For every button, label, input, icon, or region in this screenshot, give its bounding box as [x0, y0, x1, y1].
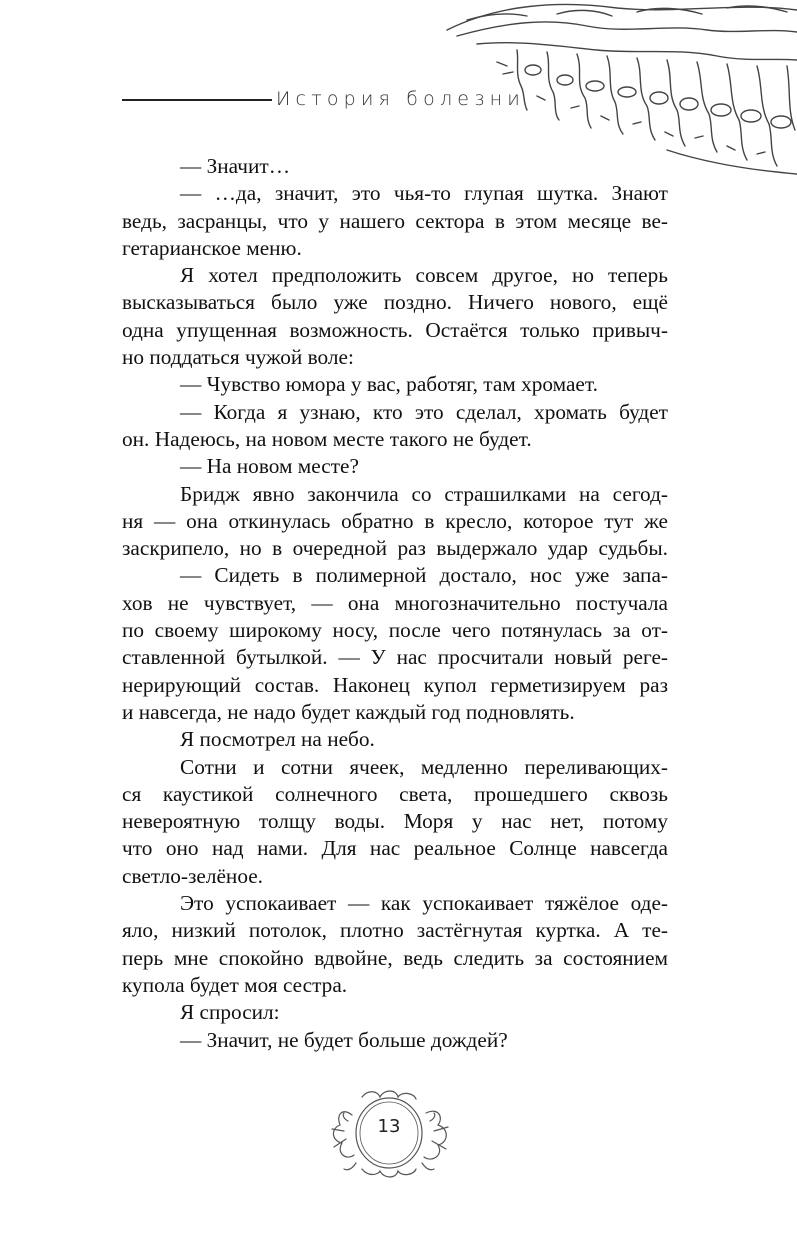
text-line: заскрипело, но в очередной раз выдержало удар судьбы.: [122, 536, 668, 561]
text-line: высказываться было уже поздно. Ничего нового, ещё: [122, 290, 668, 315]
text-line: ведь, засранцы, что у нашего сектора в этом месяце ве-: [122, 208, 668, 233]
text-line: — Значит…: [180, 154, 290, 178]
header-rule: [122, 99, 272, 101]
text-line: гетарианское меню.: [122, 235, 302, 260]
text-line: — На новом месте?: [180, 454, 359, 479]
text-line: — …да, значит, это чья-то глупая шутка. Знают: [180, 181, 668, 206]
text-line: и навсегда, не надо будет каждый год подновлять.: [122, 699, 575, 724]
text-line: что оно над нами. Для нас реальное Солнце навсегда: [122, 836, 668, 861]
text-line: Я посмотрел на небо.: [180, 727, 375, 752]
text-line: одна упущенная возможность. Остаётся только привыч-: [122, 317, 668, 342]
running-head: [122, 84, 525, 114]
text-line: Я спросил:: [180, 1000, 280, 1025]
text-line: Это успокаивает — как успокаивает тяжёлое оде-: [180, 891, 668, 916]
running-title: История болезни: [276, 88, 525, 110]
text-line: ставленной бутылкой. — У нас просчитали новый реге-: [122, 645, 668, 670]
text-line: но поддаться чужой воле:: [122, 345, 354, 370]
text-line: Я хотел предположить совсем другое, но теперь: [180, 263, 668, 288]
text-line: ся каустикой солнечного света, прошедшего сквозь: [122, 781, 668, 806]
text-line: нерирующий состав. Наконец купол герметизируем раз: [122, 672, 668, 697]
page-number: 13: [377, 1116, 401, 1137]
text-line: — Чувство юмора у вас, работяг, там хромает.: [180, 372, 598, 397]
page-folio: [322, 1085, 460, 1180]
text-line: невероятную толщу воды. Моря у нас нет, потому: [122, 809, 668, 834]
text-line: по своему широкому носу, после чего потянулась за от-: [122, 618, 668, 643]
text-line: хов не чувствует, — она многозначительно постучала: [122, 590, 668, 615]
text-line: — Когда я узнаю, кто это сделал, хромать будет: [180, 399, 668, 424]
text-line: он. Надеюсь, на новом месте такого не будет.: [122, 426, 532, 451]
text-line: — Значит, не будет больше дождей?: [180, 1027, 508, 1052]
text-line: Сотни и сотни ячеек, медленно переливающих-: [180, 754, 668, 779]
text-line: перь мне спокойно вдвойне, ведь следить за состоянием: [122, 945, 668, 970]
text-line: ня — она откинулась обратно в кресло, которое тут же: [122, 508, 668, 533]
text-line: — Сидеть в полимерной достало, нос уже запа-: [180, 563, 668, 588]
text-line: яло, низкий потолок, плотно застёгнутая куртка. А те-: [122, 918, 668, 943]
body-text: [122, 153, 668, 1054]
text-line: Бридж явно закончила со страшилками на сегод-: [180, 481, 668, 506]
text-line: светло-зелёное.: [122, 863, 264, 888]
text-line: купола будет моя сестра.: [122, 972, 348, 997]
